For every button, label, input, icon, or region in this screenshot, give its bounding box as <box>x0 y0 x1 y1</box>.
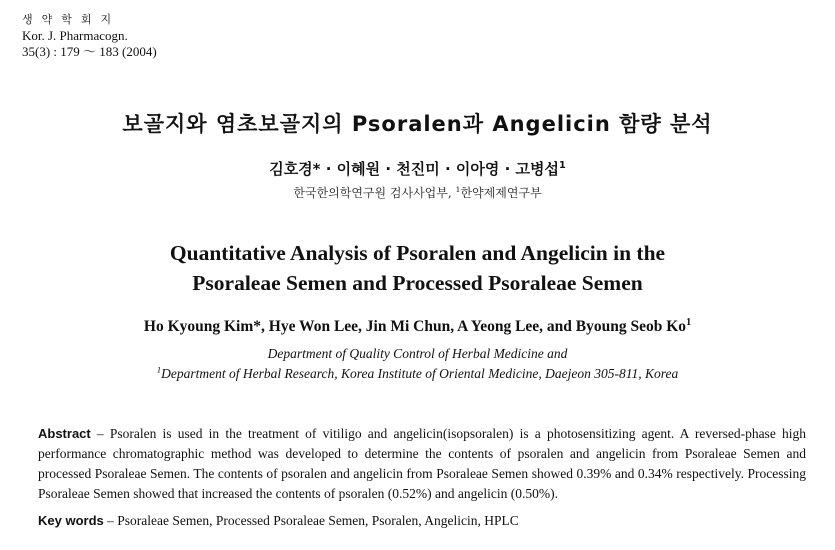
korean-title: 보골지와 염초보골지의 Psoralen과 Angelicin 함량 분석 <box>122 112 713 136</box>
korean-affiliations <box>0 184 835 201</box>
keywords-text: – Psoraleae Semen, Processed Psoraleae Semen, Psoralen, Angelicin, HPLC <box>103 513 519 528</box>
english-authors <box>0 318 835 336</box>
english-authors-text: Ho Kyoung Kim*, Hye Won Lee, Jin Mi Chun, A Yeong Lee, and Byoung Seob Ko <box>143 318 687 335</box>
korean-affiliation-main: 한국한의학연구원 검사사업부, <box>293 186 456 200</box>
korean-authors-text: 김호경* · 이혜원 · 천진미 · 이아영 · 고병섭 <box>269 160 559 178</box>
english-title-line1: Quantitative Analysis of Psoralen and Angelicin in the <box>169 241 666 265</box>
english-affiliation-line1: Department of Quality Control of Herbal Medicine and <box>267 346 568 361</box>
english-affiliation-sup: 1 <box>156 364 162 375</box>
journal-header <box>22 12 157 60</box>
korean-affiliation-sup: 1 <box>455 185 461 194</box>
journal-short-name: Kor. J. Pharmacogn. <box>22 28 128 43</box>
journal-citation: 35(3) : 179 ～ 183 (2004) <box>22 44 157 59</box>
english-affiliations <box>0 344 835 384</box>
english-affiliation-line2 <box>0 364 835 384</box>
english-title <box>0 238 835 298</box>
korean-authors-sup: 1 <box>558 160 566 171</box>
english-title-line2: Psoraleae Semen and Processed Psoraleae Semen <box>192 271 643 295</box>
english-authors-sup: 1 <box>686 316 692 328</box>
korean-affiliation-second: 한약제제연구부 <box>460 186 542 200</box>
journal-korean-name: 생약학회지 <box>22 13 121 26</box>
english-affiliation-line2-text: Department of Herbal Research, Korea Institute of Oriental Medicine, Daejeon 305-811, Korea <box>161 366 679 381</box>
abstract-text: – Psoralen is used in the treatment of vitiligo and angelicin(isopsoralen) is a photosensitizing agent. A reversed-phase high performance chromatographic method was developed to determine the contents of psoralen and angelicin from Psoraleae Semen and processed Psoraleae Semen. The contents of psoralen and angelicin from Psoraleae Semen showed 0.39% and 0.34% respectively. Processing Psoraleae Semen showed that increased the contents of psoralen (0.52%) and angelicin (0.50%). <box>38 426 806 501</box>
korean-authors <box>0 158 835 179</box>
keywords-label: Key words <box>38 513 104 528</box>
abstract <box>38 424 806 504</box>
abstract-label: Abstract <box>38 426 91 441</box>
keywords <box>38 513 519 529</box>
